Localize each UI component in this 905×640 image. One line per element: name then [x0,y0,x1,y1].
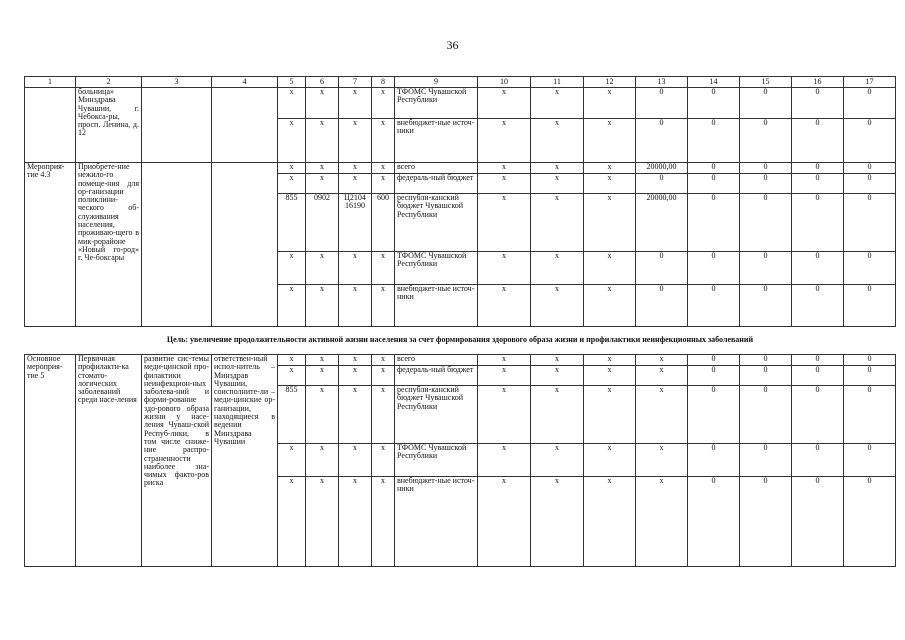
table-cell: x [478,119,531,163]
table-cell: 0 [844,119,896,163]
table-cell: x [306,366,339,386]
table-cell: x [636,366,688,386]
table-cell: x [636,386,688,444]
table-cell: x [372,163,395,174]
table-cell: x [306,252,339,285]
table-cell: x [584,163,636,174]
table-cell: x [478,252,531,285]
table-cell: x [584,444,636,477]
table-cell: x [636,477,688,567]
table-row [25,88,896,119]
table-row [25,163,896,174]
table-cell: 0 [792,119,844,163]
table-cell: 0 [792,355,844,366]
table-cell: x [278,88,306,119]
table-cell: внебюджет-ные источ-ники [395,477,478,567]
table-cell: 600 [372,194,395,252]
table-cell: 0 [792,194,844,252]
column-number: 14 [688,77,740,88]
table-cell: 0 [844,174,896,194]
table-cell: x [478,386,531,444]
table-cell: 20000,00 [636,194,688,252]
table-cell: x [636,444,688,477]
table-cell: x [372,285,395,327]
table-cell: ТФОМС Чувашской Республики [395,88,478,119]
responsible-executor-cell: ответствен-ный испол-нитель – Минздрав Чувашии, соисполните-ли – меди-цинские ор-ганизации, находящиеся в ведении Минздрава Чувашии [212,355,278,567]
table-cell: x [584,386,636,444]
table-cell: республи-канский бюджет Чувашской Республики [395,194,478,252]
table-cell: 0 [844,194,896,252]
empty-cell [142,88,212,163]
table-cell: 0 [636,174,688,194]
table-cell: x [339,285,372,327]
column-number: 15 [740,77,792,88]
table-cell: 855 [278,386,306,444]
table-cell: x [531,88,584,119]
table-cell: 0 [740,444,792,477]
table-cell: 0 [792,477,844,567]
column-number: 10 [478,77,531,88]
table-cell: x [372,366,395,386]
table-cell: 0 [844,163,896,174]
table-cell: 0 [688,477,740,567]
table-cell: x [531,174,584,194]
table-cell: федераль-ный бюджет [395,174,478,194]
table-cell: 0 [792,386,844,444]
goal-heading: Цель: увеличение продолжительности активной жизни населения за счет формирования здорового образа жизни и профилактики неинфекционных заболеваний [166,335,754,344]
table-cell: 0 [844,252,896,285]
column-number: 9 [395,77,478,88]
table-cell: x [339,355,372,366]
table-cell: 0 [844,477,896,567]
table-cell: 20000,00 [636,163,688,174]
table-cell: 0 [792,366,844,386]
table-cell: x [478,366,531,386]
table-cell: x [306,119,339,163]
table-cell: 0 [688,285,740,327]
table-cell: x [306,174,339,194]
table-cell: 0902 [306,194,339,252]
table-cell: x [372,355,395,366]
table-cell: x [339,119,372,163]
table-cell: 0 [740,163,792,174]
table-cell: x [531,285,584,327]
budget-table [24,76,896,567]
table-cell: x [306,163,339,174]
table-cell: x [278,477,306,567]
table-cell: 0 [688,88,740,119]
institution-name-cell: больница» Минздрава Чувашии, г. Чебокса-ры, просп. Ленина, д. 12 [76,88,142,163]
table-cell: x [478,355,531,366]
table-cell: 0 [844,88,896,119]
empty-cell [212,163,278,327]
empty-cell [142,163,212,327]
table-cell: 855 [278,194,306,252]
table-cell: x [306,355,339,366]
table-cell: x [278,366,306,386]
table-cell: x [478,88,531,119]
measure-label-cell: Основное мероприя-тие 5 [25,355,76,567]
table-cell: 0 [844,285,896,327]
measure-description-cell: Приобрете-ние нежило-го помеще-ния для ор-ганизации поликлини-ческого об-служивания населения, проживаю-щего в мик-рорайоне «Новый го-род» г. Че-боксары [76,163,142,327]
table-cell: x [531,355,584,366]
goal-row [25,327,896,355]
measure-label-cell: Мероприя-тие 4.3 [25,163,76,327]
table-cell: 0 [636,119,688,163]
column-number: 16 [792,77,844,88]
page-number: 36 [446,38,459,52]
table-cell: x [478,194,531,252]
table-cell: x [478,174,531,194]
table-cell: x [278,163,306,174]
table-cell: 0 [688,444,740,477]
table-cell: x [372,444,395,477]
table-cell: x [531,477,584,567]
empty-cell [212,88,278,163]
column-number: 4 [212,77,278,88]
table-cell: 0 [792,88,844,119]
table-cell: x [339,366,372,386]
table-cell: 0 [688,119,740,163]
measure-goal-cell: развитие сис-темы меди-цинской про-филактики неинфекцион-ных заболева-ний и форми-рование здо-рового образа жизни у насе-ления Чуваш-ской Респуб-лики, в том числе сниже-ние распро-страненности наиболее зна-чимых факто-ров риска [142,355,212,567]
table-cell: x [339,444,372,477]
column-number: 12 [584,77,636,88]
table-cell: x [278,252,306,285]
table-cell: 0 [740,386,792,444]
table-cell: всего [395,355,478,366]
table-cell: внебюджет-ные источ-ники [395,119,478,163]
table-cell: x [584,88,636,119]
table-cell: x [339,386,372,444]
table-cell: ТФОМС Чувашской Республики [395,444,478,477]
table-cell: 0 [688,366,740,386]
table-cell: 0 [792,444,844,477]
table-body [25,77,896,567]
table-cell: x [306,88,339,119]
table-cell: x [584,174,636,194]
table-cell: 0 [740,252,792,285]
table-cell: 0 [740,119,792,163]
table-cell: x [306,285,339,327]
column-number: 17 [844,77,896,88]
table-cell: 0 [688,386,740,444]
table-cell: x [584,477,636,567]
table-cell: x [372,88,395,119]
table-cell: республи-канский бюджет Чувашской Республики [395,386,478,444]
column-number-row [25,77,896,88]
table-cell: x [531,386,584,444]
table-cell: 0 [844,366,896,386]
table-row [25,355,896,366]
table-cell: внебюджет-ные источ-ники [395,285,478,327]
table-cell: всего [395,163,478,174]
table-cell: x [339,477,372,567]
table-cell: 0 [792,285,844,327]
column-number: 5 [278,77,306,88]
table-cell: 0 [740,285,792,327]
table-cell: x [278,285,306,327]
table-cell: x [278,444,306,477]
table-cell: 0 [844,355,896,366]
column-number: 6 [306,77,339,88]
table-cell: x [339,174,372,194]
column-number: 8 [372,77,395,88]
table-cell: x [372,174,395,194]
table-cell: x [584,194,636,252]
table-cell: 0 [740,366,792,386]
table-cell: x [372,386,395,444]
table-cell: x [584,355,636,366]
table-cell: x [478,477,531,567]
table-cell: x [478,444,531,477]
table-cell: x [584,366,636,386]
table-cell: x [584,285,636,327]
table-cell: x [478,163,531,174]
table-cell: 0 [636,88,688,119]
table-cell: x [531,163,584,174]
table-cell: x [278,119,306,163]
table-cell: 0 [792,163,844,174]
table-cell: x [478,285,531,327]
table-cell: x [339,163,372,174]
column-number: 2 [76,77,142,88]
column-number: 1 [25,77,76,88]
table-cell: 0 [636,285,688,327]
table-cell: x [531,252,584,285]
table-cell: x [531,194,584,252]
measure-description-cell: Первичная профилакти-ка стомато-логических заболеваний среди насе-ления [76,355,142,567]
table-cell: 0 [688,163,740,174]
table-cell: 0 [740,174,792,194]
table-cell: x [584,252,636,285]
table-cell: x [278,174,306,194]
table-cell: x [339,252,372,285]
table-cell: x [306,477,339,567]
row-label-cell [25,88,76,163]
table-cell: x [306,386,339,444]
table-cell: 0 [740,88,792,119]
column-number: 3 [142,77,212,88]
table-cell: 0 [688,174,740,194]
table-cell: x [531,366,584,386]
column-number: 7 [339,77,372,88]
table-cell: 0 [844,386,896,444]
table-cell: 0 [740,355,792,366]
table-cell: x [531,119,584,163]
table-cell: x [339,88,372,119]
table-cell: 0 [740,194,792,252]
table-cell: x [372,252,395,285]
table-cell: ТФОМС Чувашской Республики [395,252,478,285]
column-number: 11 [531,77,584,88]
table-cell: 0 [792,174,844,194]
table-cell: x [306,444,339,477]
table-cell: 0 [636,252,688,285]
table-cell: 0 [792,252,844,285]
table-cell: x [531,444,584,477]
table-cell: x [584,119,636,163]
table-cell: 0 [688,194,740,252]
table-cell: x [372,119,395,163]
column-number: 13 [636,77,688,88]
table-cell: федераль-ный бюджет [395,366,478,386]
table-cell: 0 [844,444,896,477]
table-cell: 0 [688,252,740,285]
table-cell: Ц2104 16190 [339,194,372,252]
table-cell: 0 [740,477,792,567]
table-cell: x [278,355,306,366]
table-cell: 0 [688,355,740,366]
table-cell: x [372,477,395,567]
table-cell: x [636,355,688,366]
